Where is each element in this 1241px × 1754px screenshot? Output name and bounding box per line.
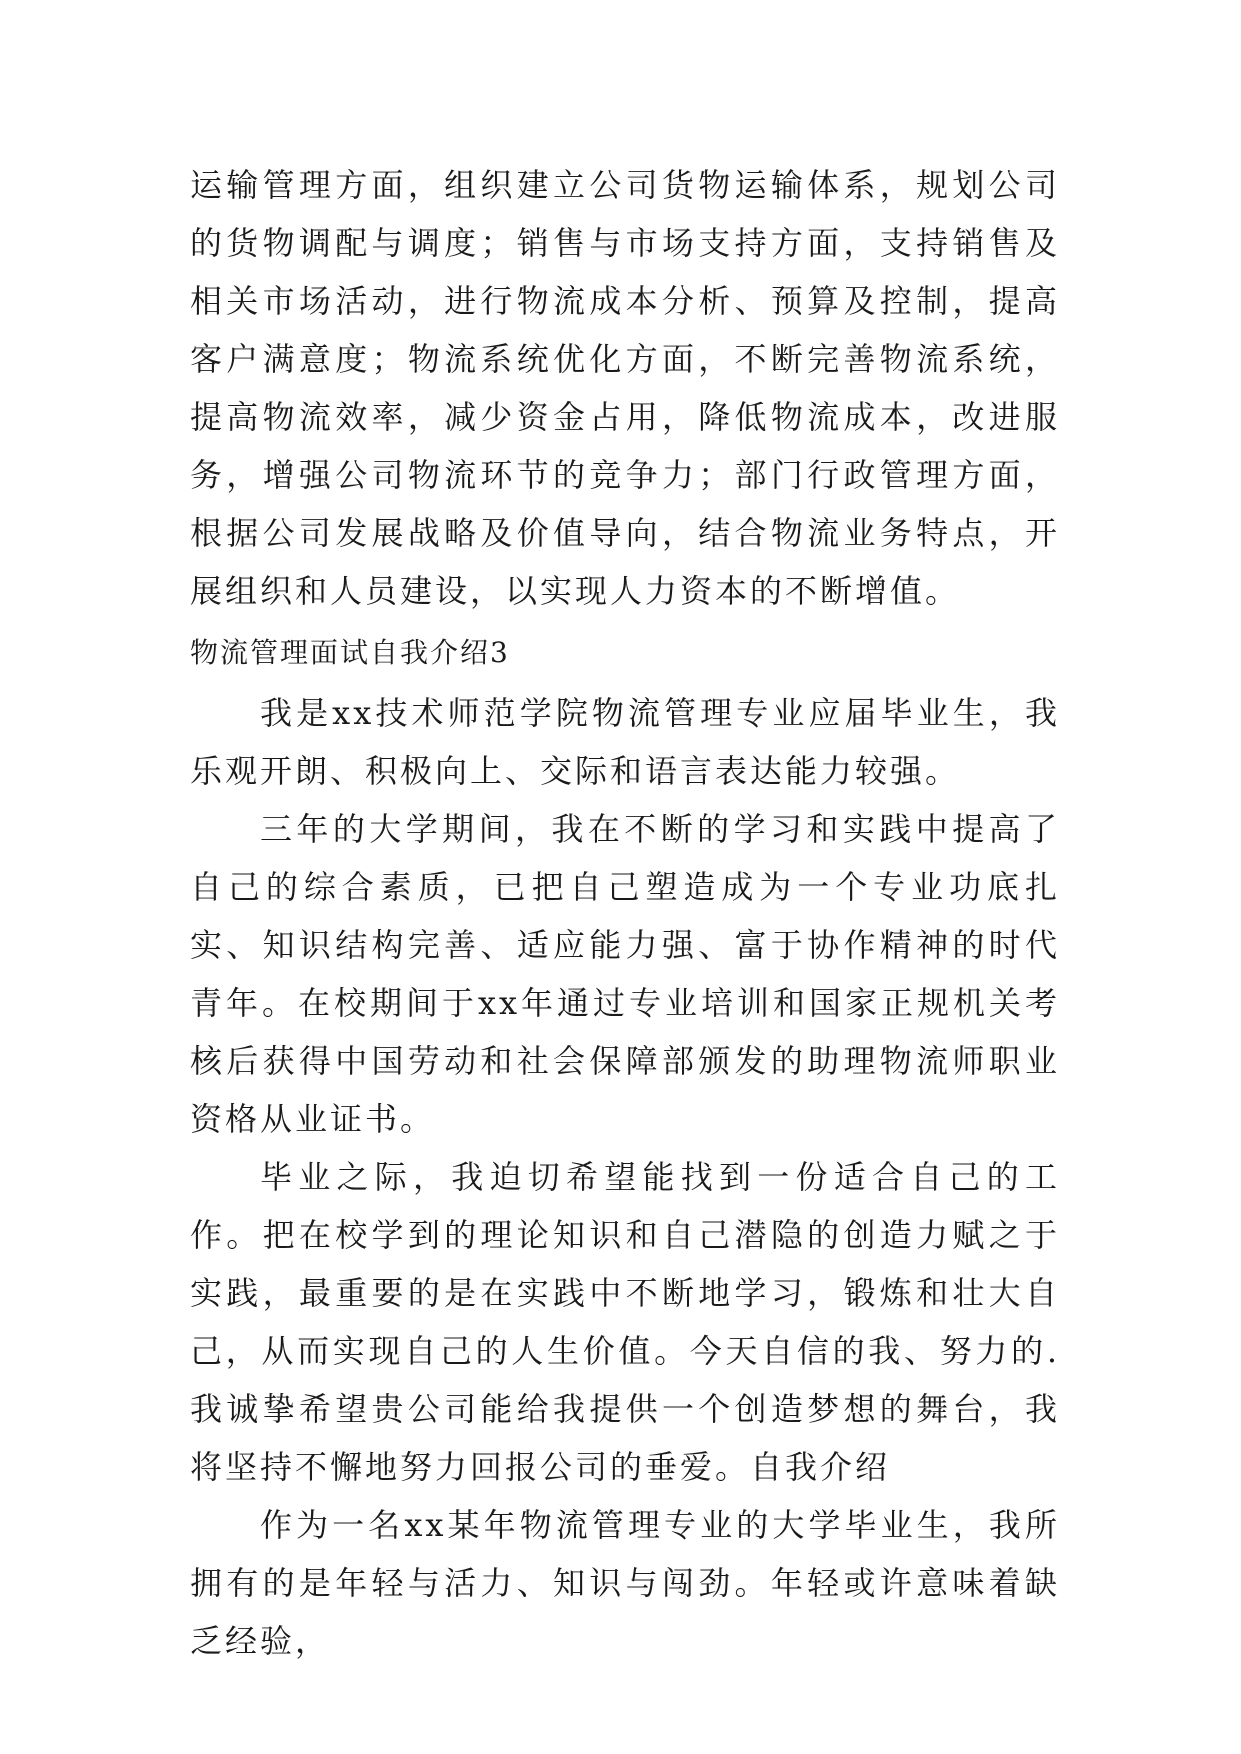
paragraph-university: 三年的大学期间，我在不断的学习和实践中提高了自己的综合素质，已把自己塑造成为一个专业功底扎实、知识结构完善、适应能力强、富于协作精神的时代青年。在校期间于xx年通过专业培训和国家正规机关考核后获得中国劳动和社会保障部颁发的助理物流师职业资格从业证书。: [190, 810, 1060, 1138]
paragraph-intro: 我是xx技术师范学院物流管理专业应届毕业生，我乐观开朗、积极向上、交际和语言表达能力较强。: [190, 694, 1060, 790]
paragraph-closing: 作为一名xx某年物流管理专业的大学毕业生，我所拥有的是年轻与活力、知识与闯劲。年轻或许意味着缺乏经验，: [190, 1506, 1060, 1660]
paragraph-continued: 运输管理方面，组织建立公司货物运输体系，规划公司的货物调配与调度；销售与市场支持方面，支持销售及相关市场活动，进行物流成本分析、预算及控制，提高客户满意度；物流系统优化方面，不断完善物流系统，提高物流效率，减少资金占用，降低物流成本，改进服务，增强公司物流环节的竞争力；部门行政管理方面，根据公司发展战略及价值导向，结合物流业务特点，开展组织和人员建设，以实现人力资本的不断增值。: [190, 166, 1060, 610]
section-title: 物流管理面试自我介绍3: [190, 636, 510, 669]
document-body: [190, 156, 1060, 1670]
paragraph-graduation: 毕业之际，我迫切希望能找到一份适合自己的工作。把在校学到的理论知识和自己潜隐的创造力赋之于实践，最重要的是在实践中不断地学习，锻炼和壮大自己，从而实现自己的人生价值。今天自信的我、努力的.我诚挚希望贵公司能给我提供一个创造梦想的舞台，我将坚持不懈地努力回报公司的垂爱。自我介绍: [190, 1158, 1060, 1486]
